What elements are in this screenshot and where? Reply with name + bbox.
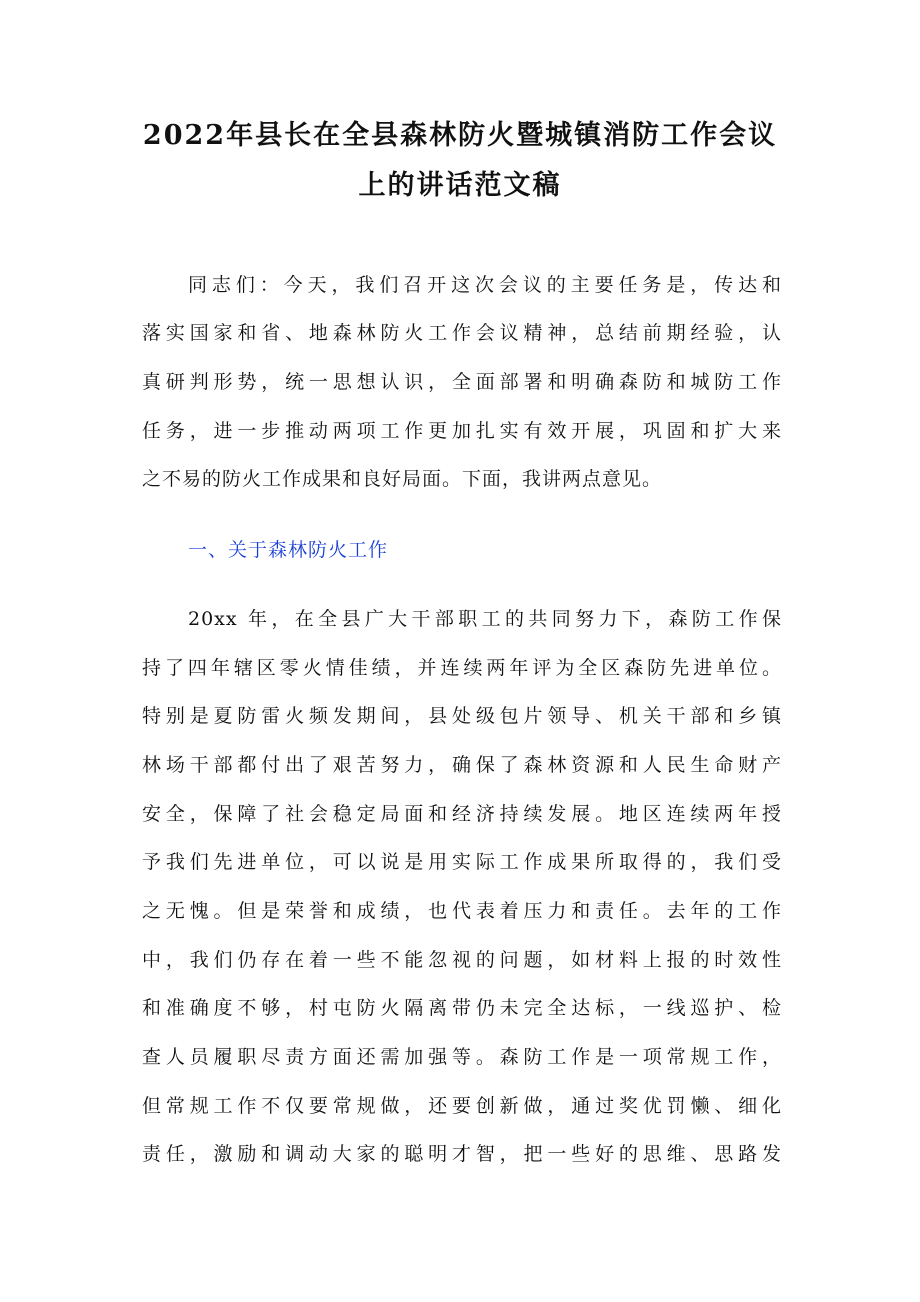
paragraph-line: 任务，进一步推动两项工作更加扎实有效开展，巩固和扩大来 [142,420,782,442]
paragraph-line: 安全，保障了社会稳定局面和经济持续发展。地区连续两年授 [142,803,782,825]
paragraph-line: 但常规工作不仅要常规做，还要创新做，通过奖优罚懒、细化 [142,1095,782,1117]
paragraph-line: 之无愧。但是荣誉和成绩，也代表着压力和责任。去年的工作 [142,900,782,922]
paragraph-line: 林场干部都付出了艰苦努力，确保了森林资源和人民生命财产 [142,754,782,776]
paragraph-line: 20xx 年，在全县广大干部职工的共同努力下，森防工作保 [188,608,782,630]
paragraph-line: 落实国家和省、地森林防火工作会议精神，总结前期经验，认 [142,322,782,344]
paragraph-line: 和准确度不够，村屯防火隔离带仍未完全达标，一线巡护、检 [142,997,782,1019]
paragraph-line: 予我们先进单位，可以说是用实际工作成果所取得的，我们受 [142,851,782,873]
document-title-line-2: 上的讲话范文稿 [358,170,562,201]
paragraph-line: 查人员履职尽责方面还需加强等。森防工作是一项常规工作， [142,1046,782,1068]
paragraph-line: 中，我们仍存在着一些不能忽视的问题，如材料上报的时效性 [142,949,782,971]
paragraph-line: 同志们：今天，我们召开这次会议的主要任务是，传达和 [188,274,782,296]
paragraph-line: 特别是夏防雷火频发期间，县处级包片领导、机关干部和乡镇 [142,705,782,727]
paragraph-line: 真研判形势，统一思想认识，全面部署和明确森防和城防工作 [142,371,782,393]
paragraph-line: 之不易的防火工作成果和良好局面。下面，我讲两点意见。 [142,468,663,490]
paragraph-line: 持了四年辖区零火情佳绩，并连续两年评为全区森防先进单位。 [142,657,782,679]
section-heading: 一、关于森林防火工作 [188,539,389,561]
paragraph-line: 责任，激励和调动大家的聪明才智，把一些好的思维、思路发 [142,1143,782,1165]
document-title-line-1: 2022年县长在全县森林防火暨城镇消防工作会议 [142,120,778,151]
